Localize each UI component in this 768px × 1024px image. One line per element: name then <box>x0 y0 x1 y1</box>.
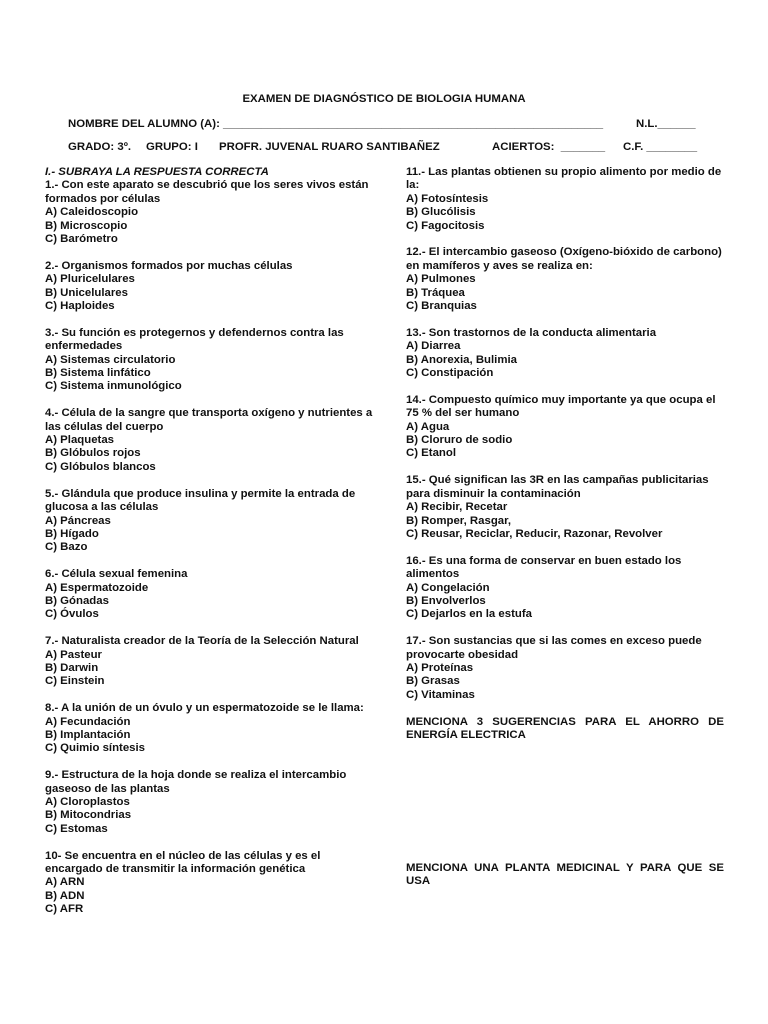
question-text: 5.- Glándula que produce insulina y permite la entrada de glucosa a las células <box>45 487 356 514</box>
answer-option[interactable]: A) Fotosíntesis <box>406 192 489 205</box>
answer-option[interactable]: A) Páncreas <box>45 514 111 527</box>
answer-option[interactable]: A) ARN <box>45 876 85 889</box>
answer-option[interactable]: C) Sistema inmunológico <box>45 380 182 393</box>
question-text: 4.- Célula de la sangre que transporta oxígeno y nutrientes a las células del cuerpo <box>45 407 373 433</box>
answer-option[interactable]: A) Pulmones <box>406 273 476 286</box>
answer-option[interactable]: B) Grasas <box>406 675 460 688</box>
question-item <box>45 850 375 917</box>
answer-option[interactable]: B) Implantación <box>45 728 131 741</box>
question-text: 13.- Son trastornos de la conducta alimentaria <box>406 326 657 339</box>
answer-option[interactable]: B) Gónadas <box>45 594 109 607</box>
question-text: 1.- Con este aparato se descubrió que los seres vivos están formados por células <box>45 179 369 205</box>
final-grade-field: C.F. ________ <box>623 141 698 153</box>
answer-option[interactable]: C) Quimio síntesis <box>45 742 146 755</box>
question-text: 14.- Compuesto químico muy importante ya que ocupa el 75 % del ser humano <box>406 393 716 420</box>
answer-option[interactable]: C) Barómetro <box>45 233 118 246</box>
question-item <box>406 635 724 702</box>
exam-title: EXAMEN DE DIAGNÓSTICO DE BIOLOGIA HUMANA <box>242 93 526 105</box>
medicinal-plant-instruction: MENCIONA UNA PLANTA MEDICINAL Y PARA QUE SE USA <box>406 862 724 888</box>
answer-option[interactable]: B) Tráquea <box>406 286 465 299</box>
answer-option[interactable]: B) Envolverlos <box>406 594 486 607</box>
answer-option[interactable]: B) Mitocondrias <box>45 809 132 822</box>
answer-option[interactable]: A) Agua <box>406 420 450 433</box>
answer-option[interactable]: B) Cloruro de sodio <box>406 434 513 447</box>
answer-option[interactable]: B) Sistema linfático <box>45 367 151 380</box>
answer-option[interactable]: B) Anorexia, Bulimia <box>406 353 517 366</box>
section-title: I.- SUBRAYA LA RESPUESTA CORRECTA <box>45 166 269 178</box>
group-label: GRUPO: I <box>146 141 198 153</box>
question-item <box>45 702 375 756</box>
answer-option[interactable]: B) Glucólisis <box>406 206 476 219</box>
answer-option[interactable]: B) ADN <box>45 889 85 902</box>
list-number-field: N.L.______ <box>636 118 696 130</box>
answer-option[interactable]: C) Constipación <box>406 367 494 380</box>
answer-option[interactable]: A) Caleidoscopio <box>45 206 139 219</box>
answer-option[interactable]: C) Bazo <box>45 541 88 554</box>
answer-option[interactable]: A) Pluricelulares <box>45 273 135 286</box>
answer-option[interactable]: A) Espermatozoide <box>45 581 149 594</box>
question-item <box>45 179 375 246</box>
energy-saving-instruction: MENCIONA 3 SUGERENCIAS PARA EL AHORRO DE ENERGÍA ELECTRICA <box>406 715 724 741</box>
question-text: 16.- Es una forma de conservar en buen estado los alimentos <box>406 554 682 581</box>
answer-option[interactable]: C) Vitaminas <box>406 688 475 701</box>
question-item <box>45 635 375 689</box>
right-question-column <box>406 166 724 742</box>
answer-option[interactable]: C) Branquias <box>406 300 477 313</box>
question-text: 6.- Célula sexual femenina <box>45 568 188 581</box>
question-item <box>45 407 375 474</box>
question-item <box>406 555 724 622</box>
question-item <box>406 166 724 233</box>
answer-option[interactable]: C) Einstein <box>45 675 105 688</box>
answer-option[interactable]: C) Fagocitosis <box>406 219 485 232</box>
answer-option[interactable]: C) Etanol <box>406 447 456 460</box>
question-text: 12.- El intercambio gaseoso (Oxígeno-bióxido de carbono) en mamíferos y aves se realiza en: <box>406 246 722 272</box>
question-item <box>406 394 724 461</box>
answer-option[interactable]: A) Cloroplastos <box>45 795 130 808</box>
answer-option[interactable]: B) Hígado <box>45 527 99 540</box>
question-text: 17.- Son sustancias que si las comes en exceso puede provocarte obesidad <box>406 635 702 661</box>
question-text: 10- Se encuentra en el núcleo de las células y es el encargado de transmitir la información genética <box>45 849 321 875</box>
answer-option[interactable]: A) Pasteur <box>45 648 102 661</box>
answer-option[interactable]: A) Fecundación <box>45 715 131 728</box>
answer-option[interactable]: A) Diarrea <box>406 340 461 353</box>
left-question-column <box>45 166 375 930</box>
answer-option[interactable]: B) Darwin <box>45 661 99 674</box>
answer-option[interactable]: B) Glóbulos rojos <box>45 447 141 460</box>
question-item <box>406 246 724 313</box>
question-text: 3.- Su función es protegernos y defendernos contra las enfermedades <box>45 326 344 353</box>
answer-option[interactable]: C) Óvulos <box>45 608 99 621</box>
answer-option[interactable]: C) Glóbulos blancos <box>45 460 156 473</box>
question-item <box>45 568 375 622</box>
question-item <box>45 488 375 555</box>
answer-option[interactable]: C) Haploides <box>45 300 115 313</box>
answer-option[interactable]: C) Dejarlos en la estufa <box>406 608 532 621</box>
answer-option[interactable]: B) Microscopio <box>45 219 128 232</box>
answer-option[interactable]: A) Plaquetas <box>45 434 114 447</box>
question-text: 9.- Estructura de la hoja donde se realiza el intercambio gaseoso de las plantas <box>45 769 347 795</box>
answer-option[interactable]: A) Congelación <box>406 581 490 594</box>
answer-option[interactable]: A) Proteínas <box>406 661 474 674</box>
question-item <box>45 327 375 394</box>
question-text: 7.- Naturalista creador de la Teoría de la Selección Natural <box>45 635 359 648</box>
question-text: 2.- Organismos formados por muchas células <box>45 259 293 272</box>
question-text: 11.- Las plantas obtienen su propio alimento por medio de la: <box>406 166 722 192</box>
teacher-name: PROFR. JUVENAL RUARO SANTIBAÑEZ <box>219 141 440 153</box>
question-item <box>406 327 724 381</box>
answer-option[interactable]: B) Unicelulares <box>45 286 128 299</box>
question-item <box>45 260 375 314</box>
answer-option[interactable]: C) Reusar, Reciclar, Reducir, Razonar, Revolver <box>406 527 663 540</box>
question-item <box>45 769 375 836</box>
answer-option[interactable]: B) Romper, Rasgar, <box>406 514 512 527</box>
student-name-field: NOMBRE DEL ALUMNO (A): ____________________________________________________________ <box>68 118 604 130</box>
answer-option[interactable]: A) Sistemas circulatorio <box>45 353 176 366</box>
question-item <box>406 474 724 541</box>
question-text: 8.- A la unión de un óvulo y un espermatozoide se le llama: <box>45 702 364 715</box>
aciertos-field: ACIERTOS: _______ <box>492 141 606 153</box>
answer-option[interactable]: A) Recibir, Recetar <box>406 501 508 514</box>
grade-label: GRADO: 3º. <box>68 141 132 153</box>
answer-option[interactable]: C) Estomas <box>45 822 108 835</box>
answer-option[interactable]: C) AFR <box>45 903 84 916</box>
question-text: 15.- Qué significan las 3R en las campañas publicitarias para disminuir la contaminación <box>406 474 709 500</box>
